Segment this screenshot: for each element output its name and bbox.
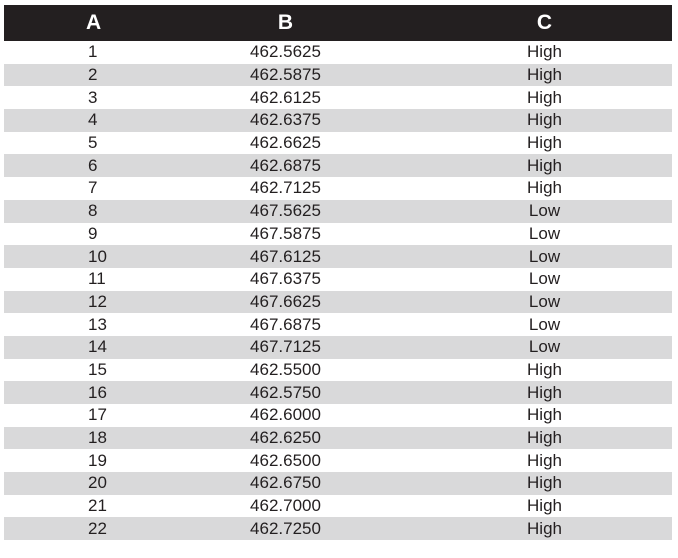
cell-b: 462.6000 (154, 404, 417, 427)
cell-c: High (417, 86, 672, 109)
cell-c: Low (417, 245, 672, 268)
cell-a: 8 (4, 200, 154, 223)
table-row (4, 472, 672, 495)
table-row (4, 495, 672, 518)
table-row (4, 177, 672, 200)
cell-b: 467.6375 (154, 268, 417, 291)
table-row (4, 381, 672, 404)
cell-a: 12 (4, 291, 154, 314)
table-row (4, 109, 672, 132)
cell-c: High (417, 517, 672, 540)
cell-a: 14 (4, 336, 154, 359)
cell-b: 462.5750 (154, 381, 417, 404)
cell-a: 20 (4, 472, 154, 495)
cell-a: 2 (4, 64, 154, 87)
cell-a: 6 (4, 154, 154, 177)
header-row (4, 5, 672, 41)
cell-a: 17 (4, 404, 154, 427)
table-row (4, 291, 672, 314)
cell-c: High (417, 427, 672, 450)
cell-c: High (417, 495, 672, 518)
cell-b: 462.6125 (154, 86, 417, 109)
cell-b: 467.5625 (154, 200, 417, 223)
cell-a: 4 (4, 109, 154, 132)
cell-a: 21 (4, 495, 154, 518)
cell-a: 22 (4, 517, 154, 540)
cell-a: 19 (4, 449, 154, 472)
channel-table (4, 5, 672, 540)
cell-c: Low (417, 223, 672, 246)
cell-a: 10 (4, 245, 154, 268)
cell-b: 467.6625 (154, 291, 417, 314)
cell-c: High (417, 132, 672, 155)
cell-a: 18 (4, 427, 154, 450)
table-row (4, 336, 672, 359)
table-header (4, 5, 672, 41)
table-row (4, 132, 672, 155)
table-row (4, 427, 672, 450)
cell-a: 11 (4, 268, 154, 291)
cell-a: 7 (4, 177, 154, 200)
cell-c: High (417, 472, 672, 495)
cell-c: High (417, 177, 672, 200)
cell-b: 462.6750 (154, 472, 417, 495)
cell-b: 462.6250 (154, 427, 417, 450)
cell-b: 462.6875 (154, 154, 417, 177)
channel-table-container (4, 5, 672, 540)
cell-a: 13 (4, 313, 154, 336)
table-row (4, 449, 672, 472)
cell-c: High (417, 404, 672, 427)
cell-b: 467.6875 (154, 313, 417, 336)
cell-c: High (417, 109, 672, 132)
cell-a: 16 (4, 381, 154, 404)
cell-b: 462.5625 (154, 41, 417, 64)
table-row (4, 41, 672, 64)
cell-b: 462.7000 (154, 495, 417, 518)
cell-c: Low (417, 200, 672, 223)
column-header-c: C (417, 5, 672, 41)
cell-c: High (417, 41, 672, 64)
table-row (4, 86, 672, 109)
cell-b: 467.5875 (154, 223, 417, 246)
cell-c: Low (417, 336, 672, 359)
cell-b: 462.6375 (154, 109, 417, 132)
cell-a: 5 (4, 132, 154, 155)
table-row (4, 359, 672, 382)
cell-c: Low (417, 313, 672, 336)
cell-c: Low (417, 291, 672, 314)
cell-c: Low (417, 268, 672, 291)
column-header-a: A (4, 5, 154, 41)
cell-a: 9 (4, 223, 154, 246)
table-row (4, 223, 672, 246)
cell-c: High (417, 64, 672, 87)
table-row (4, 313, 672, 336)
cell-b: 467.6125 (154, 245, 417, 268)
table-body (4, 41, 672, 540)
cell-c: High (417, 359, 672, 382)
table-row (4, 245, 672, 268)
cell-c: High (417, 154, 672, 177)
table-row (4, 404, 672, 427)
cell-b: 462.5500 (154, 359, 417, 382)
cell-a: 3 (4, 86, 154, 109)
cell-b: 462.7125 (154, 177, 417, 200)
cell-b: 462.7250 (154, 517, 417, 540)
table-row (4, 517, 672, 540)
table-row (4, 64, 672, 87)
table-row (4, 200, 672, 223)
cell-a: 15 (4, 359, 154, 382)
cell-b: 467.7125 (154, 336, 417, 359)
column-header-b: B (154, 5, 417, 41)
cell-b: 462.6625 (154, 132, 417, 155)
cell-b: 462.5875 (154, 64, 417, 87)
cell-c: High (417, 449, 672, 472)
cell-b: 462.6500 (154, 449, 417, 472)
cell-c: High (417, 381, 672, 404)
table-row (4, 268, 672, 291)
cell-a: 1 (4, 41, 154, 64)
table-row (4, 154, 672, 177)
